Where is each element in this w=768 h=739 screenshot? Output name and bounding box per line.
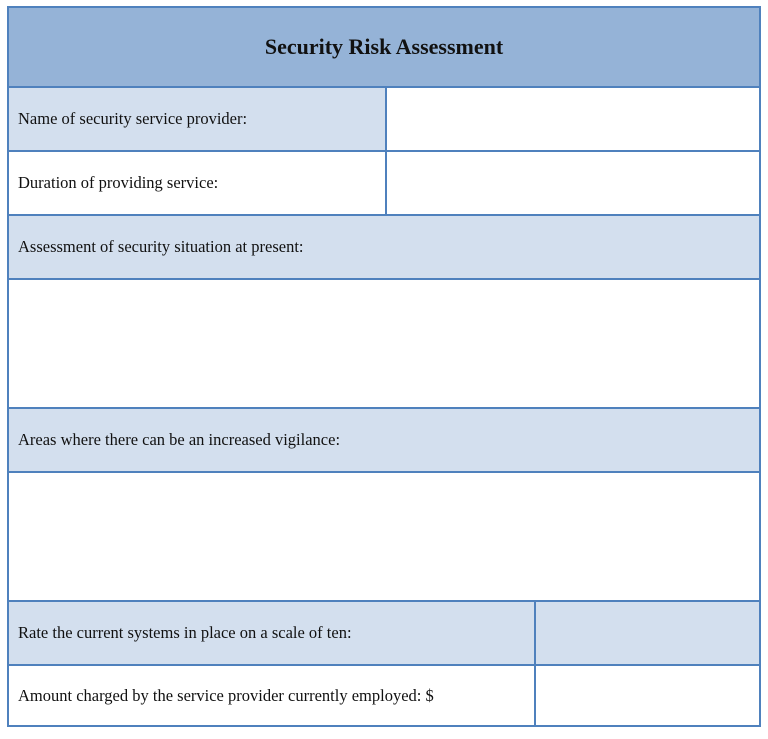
rating-row [9, 600, 759, 664]
form-title: Security Risk Assessment [9, 8, 759, 86]
provider-name-row [9, 86, 759, 150]
assessment-label: Assessment of security situation at present: [9, 216, 759, 278]
vigilance-label: Areas where there can be an increased vigilance: [9, 409, 759, 471]
assessment-field-row [9, 278, 759, 407]
amount-field[interactable] [534, 666, 759, 725]
duration-label: Duration of providing service: [9, 152, 385, 214]
provider-name-label: Name of security service provider: [9, 88, 385, 150]
amount-row [9, 664, 759, 725]
provider-name-field[interactable] [385, 88, 759, 150]
security-risk-assessment-form [7, 6, 761, 727]
vigilance-field-row [9, 471, 759, 600]
duration-field[interactable] [385, 152, 759, 214]
amount-label: Amount charged by the service provider currently employed: $ [9, 666, 534, 725]
form-header-row [9, 8, 759, 86]
vigilance-field[interactable] [9, 473, 759, 600]
assessment-field[interactable] [9, 280, 759, 407]
vigilance-label-row [9, 407, 759, 471]
assessment-label-row [9, 214, 759, 278]
rating-field[interactable] [534, 602, 759, 664]
duration-row [9, 150, 759, 214]
rating-label: Rate the current systems in place on a scale of ten: [9, 602, 534, 664]
